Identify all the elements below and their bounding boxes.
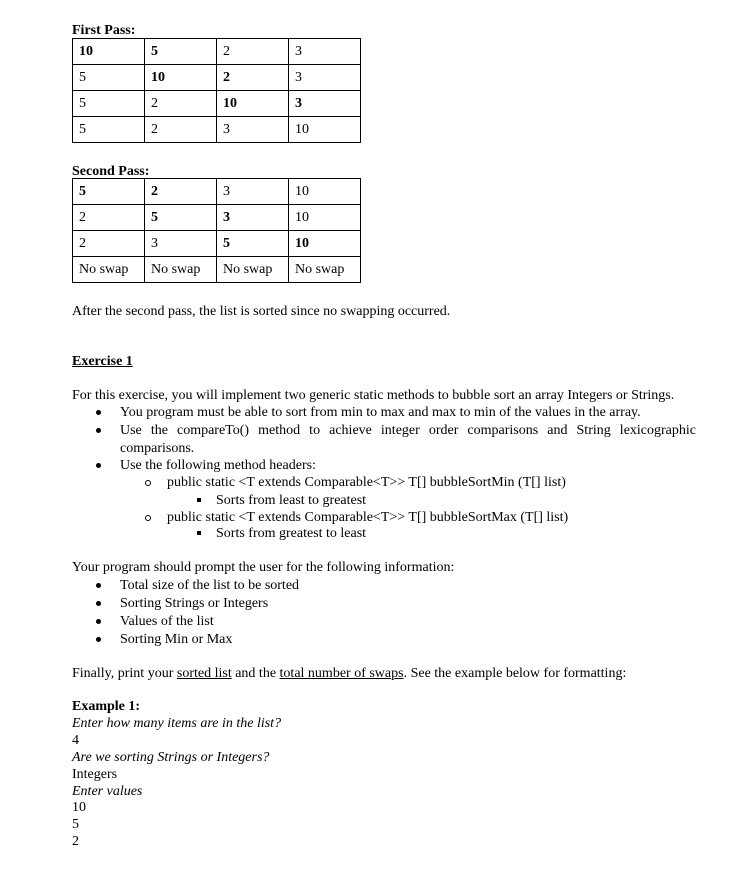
table-cell: 3 bbox=[145, 231, 217, 257]
bullet-icon bbox=[96, 428, 101, 433]
table-cell: 10 bbox=[289, 179, 361, 205]
table-cell: 10 bbox=[73, 39, 145, 65]
table-row bbox=[73, 65, 361, 91]
bullet-icon bbox=[96, 410, 101, 415]
table-row bbox=[73, 205, 361, 231]
table-row bbox=[73, 91, 361, 117]
table-cell: 10 bbox=[145, 65, 217, 91]
table-cell: 3 bbox=[289, 91, 361, 117]
table-cell: No swap bbox=[73, 257, 145, 283]
table-cell: 5 bbox=[73, 91, 145, 117]
bullet-icon bbox=[96, 619, 101, 624]
second-pass-heading: Second Pass: bbox=[72, 164, 150, 179]
table-cell: 3 bbox=[217, 205, 289, 231]
table-cell: 10 bbox=[289, 117, 361, 143]
table-cell: 3 bbox=[217, 117, 289, 143]
second-pass-table bbox=[72, 178, 361, 283]
prompt-intro: Your program should prompt the user for the following information: bbox=[72, 560, 455, 575]
exercise-bullet-compare-line2: comparisons. bbox=[120, 441, 195, 456]
table-row bbox=[73, 179, 361, 205]
table-cell: No swap bbox=[217, 257, 289, 283]
example-value: 2 bbox=[72, 834, 79, 849]
method-desc-max: Sorts from greatest to least bbox=[216, 526, 367, 541]
exercise-bullet-headers: Use the following method headers: bbox=[120, 458, 316, 473]
table-cell: 3 bbox=[289, 65, 361, 91]
table-cell: 5 bbox=[145, 39, 217, 65]
prompt-item: Sorting Min or Max bbox=[120, 632, 233, 647]
table-cell: 2 bbox=[145, 91, 217, 117]
method-header-max: public static <T extends Comparable<T>> T[] bubbleSortMax (T[] list) bbox=[167, 510, 569, 525]
table-cell: 2 bbox=[73, 205, 145, 231]
table-cell: 10 bbox=[289, 231, 361, 257]
finally-text-start: Finally, print your bbox=[72, 666, 177, 681]
table-row bbox=[73, 231, 361, 257]
exercise-intro: For this exercise, you will implement two generic static methods to bubble sort an array Integers or Strings. bbox=[72, 388, 675, 403]
circle-bullet-icon bbox=[145, 515, 151, 521]
table-cell: 10 bbox=[217, 91, 289, 117]
bullet-icon bbox=[96, 583, 101, 588]
table-cell: 2 bbox=[73, 231, 145, 257]
table-cell: 3 bbox=[217, 179, 289, 205]
after-second-pass-text: After the second pass, the list is sorted since no swapping occurred. bbox=[72, 304, 451, 319]
example-question-values: Enter values bbox=[72, 784, 143, 799]
table-cell: 2 bbox=[145, 179, 217, 205]
finally-text-middle: and the bbox=[231, 666, 280, 681]
first-pass-table bbox=[72, 38, 361, 143]
sorted-list-underlined: sorted list bbox=[176, 666, 232, 681]
table-cell: 5 bbox=[217, 231, 289, 257]
example-title: Example 1: bbox=[72, 699, 141, 714]
table-cell: 5 bbox=[145, 205, 217, 231]
prompt-item: Total size of the list to be sorted bbox=[120, 578, 300, 593]
circle-bullet-icon bbox=[145, 480, 151, 486]
first-pass-heading: First Pass: bbox=[72, 23, 136, 38]
table-cell: 5 bbox=[73, 117, 145, 143]
table-cell: 3 bbox=[289, 39, 361, 65]
exercise-title: Exercise 1 bbox=[72, 354, 133, 369]
bullet-icon bbox=[96, 463, 101, 468]
example-question-count: Enter how many items are in the list? bbox=[72, 716, 282, 731]
exercise-bullet-compare-line1: Use the compareTo() method to achieve integer order comparisons and String lexicographic bbox=[120, 423, 696, 438]
method-desc-min: Sorts from least to greatest bbox=[216, 493, 367, 508]
finally-text-end: . See the example below for formatting: bbox=[403, 666, 627, 681]
example-question-type: Are we sorting Strings or Integers? bbox=[72, 750, 270, 765]
example-answer-type: Integers bbox=[72, 767, 118, 782]
finally-text bbox=[72, 665, 626, 682]
table-row bbox=[73, 257, 361, 283]
prompt-item: Values of the list bbox=[120, 614, 214, 629]
table-cell: 5 bbox=[73, 65, 145, 91]
square-bullet-icon bbox=[197, 498, 201, 502]
table-cell: 5 bbox=[73, 179, 145, 205]
table-cell: 10 bbox=[289, 205, 361, 231]
table-row bbox=[73, 117, 361, 143]
example-answer-count: 4 bbox=[72, 733, 79, 748]
table-cell: No swap bbox=[145, 257, 217, 283]
table-cell: No swap bbox=[289, 257, 361, 283]
method-header-min: public static <T extends Comparable<T>> T[] bubbleSortMin (T[] list) bbox=[167, 475, 566, 490]
table-cell: 2 bbox=[145, 117, 217, 143]
prompt-item: Sorting Strings or Integers bbox=[120, 596, 269, 611]
example-value: 10 bbox=[72, 800, 86, 815]
table-cell: 2 bbox=[217, 39, 289, 65]
bullet-icon bbox=[96, 637, 101, 642]
example-value: 5 bbox=[72, 817, 79, 832]
square-bullet-icon bbox=[197, 531, 201, 535]
table-cell: 2 bbox=[217, 65, 289, 91]
exercise-bullet-sort: You program must be able to sort from min to max and max to min of the values in the array. bbox=[120, 405, 641, 420]
table-row bbox=[73, 39, 361, 65]
total-swaps-underlined: total number of swaps bbox=[279, 666, 404, 681]
bullet-icon bbox=[96, 601, 101, 606]
